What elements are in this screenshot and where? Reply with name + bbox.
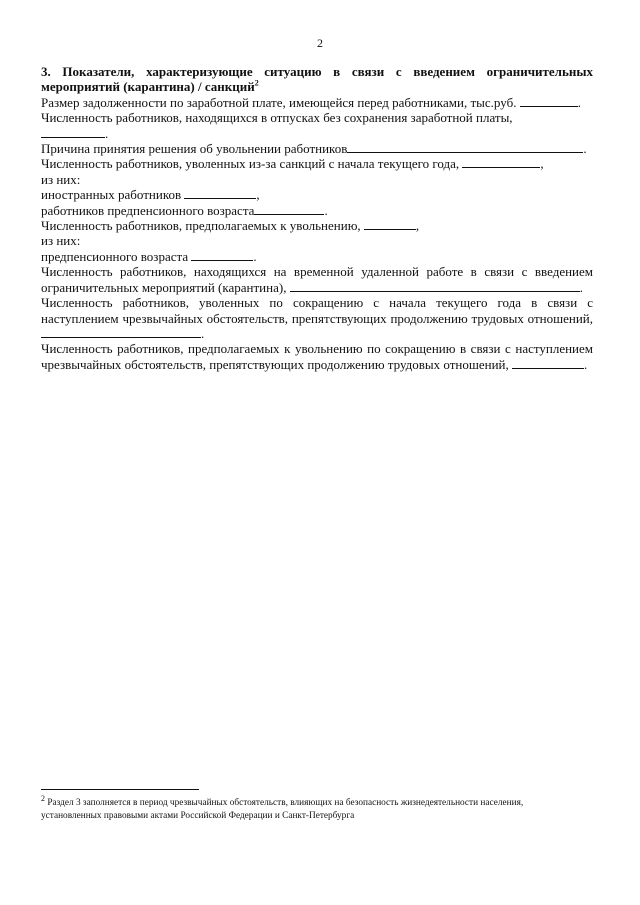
- salary-debt-blank[interactable]: [520, 95, 578, 107]
- line-end: .: [105, 125, 109, 141]
- planned-dismissal-blank[interactable]: [364, 218, 416, 230]
- planned-reduction-blank[interactable]: [512, 357, 584, 369]
- form-line-salary-debt: [41, 95, 593, 110]
- footnote: [41, 793, 581, 823]
- line-label: Численность работников, находящихся в отпусках без сохранения заработной платы,: [41, 110, 513, 126]
- form-line-remote-work: [41, 264, 593, 295]
- form-line-planned-reduction: [41, 341, 593, 372]
- form-line-of-them-2: [41, 233, 593, 248]
- line-end: ,: [415, 218, 420, 234]
- footnote-divider: [41, 789, 199, 790]
- pre-retirement-age-blank[interactable]: [191, 249, 253, 261]
- line-label: Причина принятия решения об увольнении работников: [41, 141, 348, 157]
- foreign-workers-blank[interactable]: [184, 187, 256, 199]
- form-line-pre-retirement-workers: [41, 203, 593, 218]
- dismissed-reduction-blank[interactable]: [41, 326, 201, 338]
- form-line-foreign-workers: [41, 187, 593, 202]
- line-label: Численность работников, находящихся на временной удаленной работе в связи с введением ограничительных мероприятий (карантина),: [41, 264, 593, 295]
- form-line-of-them-1: [41, 172, 593, 187]
- line-label: Численность работников, предполагаемых к увольнению,: [41, 218, 361, 234]
- line-end: .: [324, 202, 328, 218]
- dismissed-sanctions-blank[interactable]: [462, 156, 540, 168]
- line-label: предпенсионного возраста: [41, 248, 189, 264]
- form-line-dismissal-reason: [41, 141, 593, 156]
- form-line-pre-retirement-age: [41, 249, 593, 264]
- line-label: Численность работников, уволенных по сокращению с начала текущего года в связи с наступлением чрезвычайных обстоятельств, препятствующих продолжению трудовых отношений,: [41, 295, 593, 326]
- form-line-planned-dismissal: [41, 218, 593, 233]
- line-end: .: [579, 279, 583, 295]
- dismissal-reason-blank[interactable]: [347, 141, 583, 153]
- line-label: работников предпенсионного возраста: [41, 202, 255, 218]
- remote-work-blank[interactable]: [290, 280, 580, 292]
- line-label: из них:: [41, 171, 81, 187]
- line-label: Размер задолженности по заработной плате, имеющейся перед работниками, тыс.руб.: [41, 94, 517, 110]
- footnote-ref: 2: [254, 79, 259, 89]
- section-heading: [41, 64, 593, 95]
- form-line-dismissed-sanctions: [41, 156, 593, 171]
- form-line-dismissed-reduction: [41, 295, 593, 341]
- line-end: .: [253, 248, 257, 264]
- page-number: 2: [317, 36, 323, 50]
- form-line-unpaid-leave: [41, 110, 593, 141]
- line-end: .: [201, 325, 205, 341]
- line-end: .: [584, 356, 588, 372]
- line-end: ,: [540, 156, 544, 172]
- line-end: ,: [256, 187, 260, 203]
- line-label: Численность работников, уволенных из-за санкций с начала текущего года,: [41, 156, 460, 172]
- line-label: иностранных работников: [41, 187, 182, 203]
- footnote-number: 2: [41, 793, 45, 803]
- footnote-text: Раздел 3 заполняется в период чрезвычайных обстоятельств, влияющих на безопасность жизнедеятельности населения, установленных правовыми актами Российской Федерации и Санкт-Петербурга: [41, 798, 524, 821]
- section-heading-text: 3. Показатели, характеризующие ситуацию в связи с введением ограничительных мероприятий (карантина) / санкций: [41, 64, 593, 95]
- line-end: .: [583, 141, 587, 157]
- unpaid-leave-blank[interactable]: [41, 126, 105, 138]
- line-end: .: [577, 94, 581, 110]
- line-label: Численность работников, предполагаемых к увольнению по сокращению в связи с наступлением чрезвычайных обстоятельств, препятствующих продолжению трудовых отношений,: [41, 341, 593, 372]
- pre-retirement-workers-blank[interactable]: [254, 203, 324, 215]
- line-label: из них:: [41, 233, 81, 249]
- form-section-3: [41, 64, 593, 372]
